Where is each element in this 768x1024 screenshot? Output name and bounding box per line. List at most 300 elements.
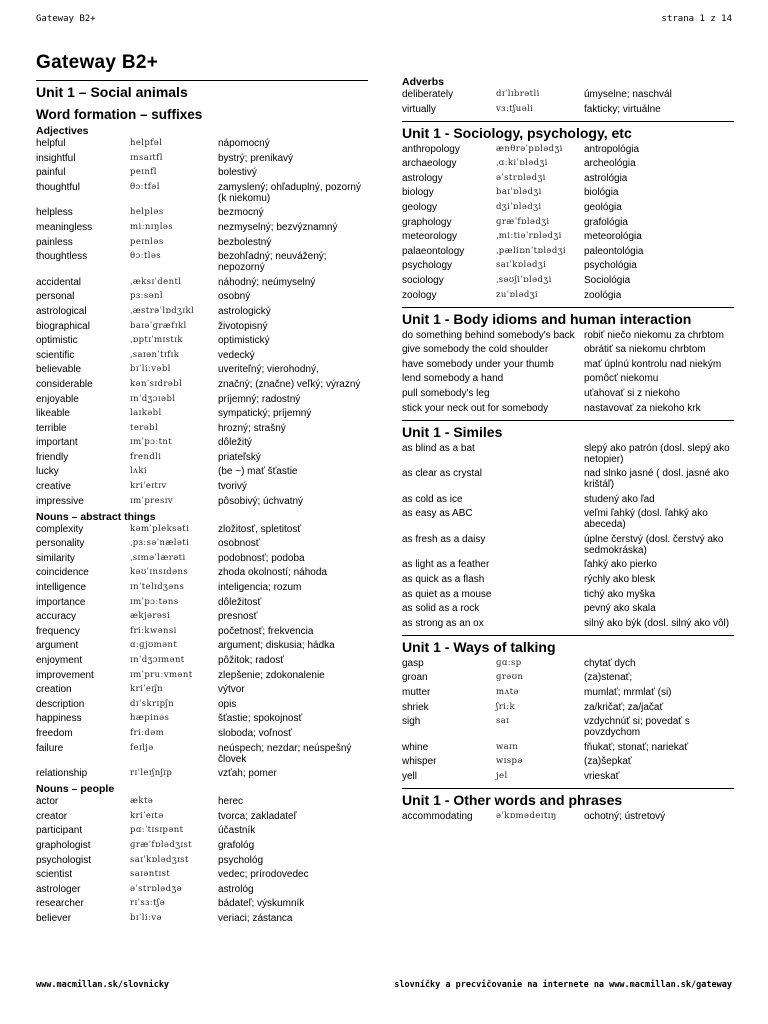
left-column: [36, 80, 368, 928]
vocab-entry: [36, 379, 368, 390]
vocab-entry: [402, 658, 734, 669]
phonetic-transcription: baɪˈɒlədʒi: [496, 187, 542, 198]
unit-heading-social-animals: Unit 1 – Social animals: [36, 80, 368, 101]
vocab-entry: [402, 559, 734, 570]
english-word: impressive: [36, 495, 84, 507]
vocab-entry: [402, 344, 734, 355]
phonetic-transcription: ɡræˈfɒlədʒɪst: [130, 839, 193, 850]
slovak-translation: nad slnko jasné ( dosl. jasné ako krištáľ): [584, 468, 730, 491]
slovak-translation: sympatický; príjemný: [218, 408, 312, 420]
phonetic-transcription: əˈstrɒlədʒə: [130, 883, 183, 894]
slovak-translation: veľmi ľahký (dosl. ľahký ako abeceda): [584, 508, 708, 531]
vocab-entry: [402, 687, 734, 698]
slovak-translation: sloboda; voľnosť: [218, 727, 292, 739]
vocab-entry: [402, 494, 734, 505]
unit-heading-sociology: Unit 1 - Sociology, psychology, etc: [402, 121, 734, 142]
english-word: likeable: [36, 408, 70, 420]
phonetic-transcription: peɪnfl: [130, 167, 157, 178]
vocab-entry: [402, 672, 734, 683]
slovak-translation: Sociológia: [584, 274, 631, 286]
english-word: astrological: [36, 305, 87, 317]
vocab-entry: [36, 437, 368, 448]
phonetic-transcription: ˌmiːtiəˈrɒlədʒi: [496, 231, 562, 242]
vocab-entry: [36, 350, 368, 361]
english-word: astrologer: [36, 883, 81, 895]
phonetic-transcription: dɪˈskrɪpʃn: [130, 698, 175, 709]
slovak-translation: astrológ: [218, 883, 254, 895]
footer-url: www.macmillan.sk/slovnicky: [36, 980, 170, 990]
slovak-translation: vedecký: [218, 349, 255, 361]
phonetic-transcription: saɪəntɪst: [130, 869, 171, 880]
english-word: whisper: [402, 756, 437, 768]
english-word: mutter: [402, 687, 431, 699]
category-heading: Nouns – people: [36, 783, 115, 796]
slovak-translation: mumlať; mrmlať (si): [584, 687, 672, 699]
slovak-translation: životopisný: [218, 320, 268, 332]
phonetic-transcription: ˌɒptɪˈmɪstɪk: [130, 335, 183, 346]
english-word: failure: [36, 742, 64, 754]
english-word: personality: [36, 538, 85, 550]
slovak-translation: vedec; prírodovedec: [218, 869, 309, 881]
slovak-translation: psychológ: [218, 854, 264, 866]
footer-note: slovníčky a precvičovanie na internete na www.macmillan.sk/gateway: [394, 980, 732, 990]
vocab-entry: [402, 756, 734, 767]
vocab-entry: [402, 144, 734, 155]
phonetic-transcription: ɪnsaɪtfl: [130, 152, 163, 163]
vocab-entry: [36, 796, 368, 807]
vocab-entry: [36, 743, 368, 765]
slovak-translation: nezmyselný; bezvýznamný: [218, 221, 338, 233]
vocab-entry: [36, 306, 368, 317]
vocab-entry: [36, 466, 368, 477]
phonetic-transcription: baɪəˈɡræfɪkl: [130, 320, 187, 331]
english-word: terrible: [36, 422, 67, 434]
english-word: thoughtful: [36, 181, 80, 193]
english-word: argument: [36, 640, 79, 652]
phonetic-transcription: ɑːɡjʊmənt: [130, 640, 178, 651]
slovak-translation: antropológia: [584, 143, 640, 155]
phonetic-transcription: rɪˈleɪʃnʃɪp: [130, 768, 173, 779]
vocab-entry: [36, 237, 368, 248]
english-word: zoology: [402, 289, 437, 301]
english-word: meaningless: [36, 221, 93, 233]
english-word: helpful: [36, 138, 66, 149]
vocab-entry: [36, 207, 368, 218]
other-words-list: [402, 811, 734, 822]
slovak-translation: hrozný; strašný: [218, 422, 286, 434]
vocab-entry: [36, 222, 368, 233]
english-word: scientific: [36, 349, 75, 361]
english-word: accuracy: [36, 611, 77, 623]
similes-list: [402, 443, 734, 629]
vocab-entry: [36, 684, 368, 695]
english-phrase: as strong as an ox: [402, 617, 484, 629]
vocab-entry: [36, 538, 368, 549]
slovak-translation: početnosť; frekvencia: [218, 625, 314, 637]
english-word: friendly: [36, 451, 69, 463]
phonetic-transcription: kəʊˈɪnsɪdəns: [130, 567, 189, 578]
phonetic-transcription: ɡrəʊn: [496, 672, 524, 683]
adverbs-heading: Adverbs: [402, 76, 445, 88]
slovak-translation: priateľský: [218, 451, 261, 463]
slovak-translation: slepý ako patrón (dosl. slepý ako netopier): [584, 442, 730, 465]
phonetic-transcription: rɪˈsɜːtʃə: [130, 898, 166, 909]
category-heading: Adjectives: [36, 125, 89, 137]
slovak-translation: zoológia: [584, 289, 622, 301]
adverbs-list: [402, 89, 734, 115]
slovak-translation: astrológia: [584, 172, 628, 184]
phonetic-transcription: ˌsaɪənˈtɪfɪk: [130, 349, 180, 360]
vocab-entry: [402, 290, 734, 301]
phonetic-transcription: əˈstrɒlədʒi: [496, 172, 546, 183]
slovak-translation: bystrý; prenikavý: [218, 152, 294, 164]
english-word: meteorology: [402, 231, 458, 243]
slovak-translation: chytať dych: [584, 657, 636, 669]
slovak-translation: vzdychnúť si; povedať s povzdychom: [584, 716, 690, 739]
vocab-entry: [36, 728, 368, 739]
slovak-translation: značný; (značne) veľký; výrazný: [218, 378, 361, 390]
slovak-translation: (za)stenať;: [584, 672, 633, 684]
vocab-entry: [402, 89, 734, 100]
slovak-translation: meteorológia: [584, 231, 642, 243]
slovak-translation: tichý ako myška: [584, 588, 656, 600]
phonetic-transcription: ˌsɪməˈlærəti: [130, 552, 186, 563]
slovak-translation: fakticky; virtuálne: [584, 103, 661, 115]
running-header-left: Gateway B2+: [36, 14, 96, 24]
vocab-entry: [402, 330, 734, 341]
phonetic-transcription: dʒiˈɒlədʒi: [496, 201, 542, 212]
slovak-translation: grafológia: [584, 216, 628, 228]
phonetic-transcription: mʌtə: [496, 687, 519, 698]
english-word: relationship: [36, 768, 88, 780]
vocab-entry: [36, 277, 368, 288]
phonetic-transcription: kriˈeɪʃn: [130, 684, 163, 695]
slovak-translation: úplne čerstvý (dosl. čerstvý ako sedmokráska): [584, 533, 724, 556]
phonetic-transcription: friːkwənsi: [130, 625, 177, 636]
slovak-translation: pomôcť niekomu: [584, 373, 659, 385]
vocab-entry: [402, 104, 734, 115]
vocab-entry: [36, 423, 368, 434]
phonetic-transcription: zuˈɒlədʒi: [496, 289, 539, 300]
english-word: astrology: [402, 172, 443, 184]
phonetic-transcription: ɡɑːsp: [496, 657, 522, 668]
unit-heading-ways-of-talking: Unit 1 - Ways of talking: [402, 635, 734, 656]
slovak-translation: dôležitý: [218, 437, 252, 449]
english-word: helpless: [36, 207, 73, 219]
slovak-translation: herec: [218, 796, 244, 808]
vocab-entry: [402, 275, 734, 286]
vocab-entry: [36, 496, 368, 507]
vocab-entry: [402, 589, 734, 600]
english-word: biographical: [36, 320, 90, 332]
english-word: scientist: [36, 869, 73, 881]
slovak-translation: osobnosť: [218, 538, 260, 550]
vocab-entry: [36, 655, 368, 666]
phonetic-transcription: ˌpɜːsəˈnæləti: [130, 538, 190, 549]
english-phrase: give somebody the cold shoulder: [402, 344, 549, 356]
phonetic-transcription: ɪmˈpresɪv: [130, 495, 174, 506]
slovak-translation: príjemný; radostný: [218, 393, 301, 405]
vocab-entry: [402, 508, 734, 530]
category-list: [36, 524, 368, 780]
slovak-translation: ľahký ako pierko: [584, 559, 657, 571]
slovak-translation: zložitosť, spletitosť: [218, 523, 302, 535]
english-word: psychology: [402, 260, 453, 272]
english-word: graphologist: [36, 839, 91, 851]
phonetic-transcription: ækjərəsi: [130, 611, 171, 622]
slovak-translation: fňukať; stonať; nariekať: [584, 741, 689, 753]
slovak-translation: opis: [218, 698, 237, 710]
english-word: enjoyment: [36, 655, 83, 666]
vocab-entry: [36, 251, 368, 273]
vocab-entry: [36, 855, 368, 866]
slovak-translation: šťastie; spokojnosť: [218, 713, 303, 725]
slovak-translation: presnosť: [218, 611, 258, 623]
phonetic-transcription: ɪnˈdʒɔɪəbl: [130, 393, 176, 404]
phonetic-transcription: ɪnˈtelɪdʒəns: [130, 582, 185, 593]
english-word: similarity: [36, 552, 75, 564]
vocab-entry: [402, 771, 734, 782]
phonetic-transcription: ɪnˈdʒɔɪmənt: [130, 655, 185, 665]
english-phrase: as fresh as a daisy: [402, 533, 486, 545]
slovak-translation: argument; diskusia; hádka: [218, 640, 335, 652]
vocab-entry: [36, 524, 368, 535]
phonetic-transcription: ˌæksɪˈdentl: [130, 276, 182, 287]
vocab-entry: [36, 452, 368, 463]
vocab-entry: [36, 626, 368, 637]
phonetic-transcription: kriˈeɪtə: [130, 810, 164, 821]
english-word: description: [36, 698, 85, 710]
phonetic-transcription: vɜːtʃuəli: [496, 103, 534, 114]
slovak-translation: uveriteľný; vierohodný,: [218, 364, 319, 376]
phonetic-transcription: friːdəm: [130, 727, 165, 738]
vocab-entry: [36, 182, 368, 204]
english-word: freedom: [36, 727, 73, 739]
phonetic-transcription: ɪmˈpɔːtəns: [130, 596, 179, 607]
english-word: geology: [402, 201, 438, 213]
slovak-translation: uťahovať si z niekoho: [584, 387, 680, 399]
vocab-entry: [36, 567, 368, 578]
english-word: actor: [36, 796, 59, 808]
slovak-translation: silný ako býk (dosl. silný ako vôl): [584, 617, 730, 629]
slovak-translation: inteligencia; rozum: [218, 582, 302, 594]
vocab-entry: [402, 202, 734, 213]
slovak-translation: pôsobivý; úchvatný: [218, 495, 304, 507]
english-phrase: do something behind somebody's back: [402, 329, 575, 341]
english-word: coincidence: [36, 567, 89, 579]
body-idioms-list: [402, 330, 734, 414]
vocab-entry: [402, 742, 734, 753]
english-word: groan: [402, 672, 428, 684]
english-phrase: stick your neck out for somebody: [402, 402, 549, 414]
slovak-translation: náhodný; neúmyselný: [218, 276, 316, 288]
phonetic-transcription: pɜːsənl: [130, 291, 164, 302]
phonetic-transcription: ˌsəʊʃiˈɒlədʒi: [496, 274, 552, 285]
slovak-translation: bádateľ; výskumník: [218, 898, 305, 910]
english-phrase: as quick as a flash: [402, 574, 485, 586]
vocab-entry: [402, 403, 734, 414]
phonetic-transcription: hæpinəs: [130, 713, 170, 724]
vocab-entry: [402, 574, 734, 585]
english-word: lucky: [36, 466, 59, 478]
vocab-entry: [36, 913, 368, 924]
english-word: believer: [36, 912, 72, 924]
phonetic-transcription: feɪljə: [130, 742, 154, 753]
slovak-translation: zamyslený; ohľaduplný, pozorný (k niekomu): [218, 181, 361, 204]
vocab-entry: [36, 582, 368, 593]
vocab-entry: [402, 158, 734, 169]
vocab-entry: [402, 811, 734, 822]
vocab-entry: [36, 840, 368, 851]
phonetic-transcription: æktə: [130, 796, 154, 807]
slovak-translation: mať úplnú kontrolu nad niekým: [584, 358, 722, 370]
vocab-entry: [36, 713, 368, 724]
english-word: creator: [36, 810, 68, 822]
slovak-translation: úmyselne; naschvál: [584, 89, 672, 100]
vocab-entry: [402, 603, 734, 614]
english-phrase: lend somebody a hand: [402, 373, 504, 385]
vocab-entry: [36, 335, 368, 346]
vocab-entry: [36, 138, 368, 149]
phonetic-transcription: ˌæstrəˈlɒdʒɪkl: [130, 305, 195, 316]
vocab-entry: [402, 443, 734, 465]
slovak-translation: za/kričať; za/jačať: [584, 701, 664, 713]
english-word: thoughtless: [36, 251, 88, 263]
english-word: sociology: [402, 274, 444, 286]
english-word: archaeology: [402, 158, 457, 170]
vocab-entry: [36, 167, 368, 178]
vocab-entry: [36, 825, 368, 836]
phonetic-transcription: terəbl: [130, 422, 159, 433]
english-word: considerable: [36, 378, 93, 390]
phonetic-transcription: miːnɪŋləs: [130, 221, 174, 232]
phonetic-transcription: bɪˈliːvəbl: [130, 364, 171, 375]
vocab-entry: [402, 716, 734, 738]
english-word: sigh: [402, 716, 421, 728]
slovak-translation: (be ~) mať šťastie: [218, 466, 298, 478]
vocab-entry: [36, 670, 368, 681]
slovak-translation: obrátiť sa niekomu chrbtom: [584, 344, 706, 356]
category-list: [36, 138, 368, 507]
phonetic-transcription: kriˈeɪtɪv: [130, 481, 167, 492]
english-word: researcher: [36, 898, 84, 910]
english-phrase: as blind as a bat: [402, 442, 475, 454]
slovak-translation: neúspech; nezdar; neúspešný človek: [218, 742, 352, 765]
slovak-translation: vzťah; pomer: [218, 768, 277, 780]
slovak-translation: optimistický: [218, 335, 270, 347]
english-word: graphology: [402, 216, 452, 228]
vocab-entry: [36, 611, 368, 622]
slovak-translation: výtvor: [218, 684, 245, 696]
slovak-translation: vrieskať: [584, 771, 620, 782]
vocab-entry: [36, 153, 368, 164]
right-column: [402, 74, 734, 826]
english-word: whine: [402, 741, 429, 753]
phonetic-transcription: frendli: [130, 451, 162, 462]
phonetic-transcription: əˈkɒmədeɪtɪŋ: [496, 811, 557, 821]
phonetic-transcription: ɪmˈpruːvmənt: [130, 669, 193, 680]
vocab-entry: [402, 231, 734, 242]
unit-heading-body-idioms: Unit 1 - Body idioms and human interaction: [402, 307, 734, 328]
english-word: biology: [402, 187, 434, 199]
slovak-translation: biológia: [584, 187, 619, 199]
phonetic-transcription: wɪspə: [496, 756, 523, 767]
slovak-translation: astrologický: [218, 305, 271, 317]
document-title: Gateway B2+: [36, 52, 159, 73]
slovak-translation: veriaci; zástanca: [218, 912, 293, 924]
vocab-entry: [36, 553, 368, 564]
vocab-entry: [36, 869, 368, 880]
slovak-translation: rýchly ako blesk: [584, 574, 656, 586]
sociology-list: [402, 144, 734, 301]
slovak-translation: nastavovať za niekoho krk: [584, 402, 701, 414]
vocab-entry: [36, 321, 368, 332]
slovak-translation: dôležitosť: [218, 596, 262, 608]
english-word: important: [36, 437, 78, 449]
english-phrase: have somebody under your thumb: [402, 358, 554, 370]
phonetic-transcription: ˌɑːkiˈɒlədʒi: [496, 158, 548, 169]
slovak-translation: ochotný; ústretový: [584, 811, 666, 822]
slovak-translation: osobný: [218, 291, 251, 303]
vocab-entry: [402, 702, 734, 713]
vocab-entry: [36, 640, 368, 651]
phonetic-transcription: lʌki: [130, 466, 147, 477]
phonetic-transcription: peɪnləs: [130, 236, 164, 247]
slovak-translation: bezmocný: [218, 207, 264, 219]
english-word: painless: [36, 236, 73, 248]
vocab-entry: [402, 359, 734, 370]
phonetic-transcription: kəmˈpleksəti: [130, 523, 190, 534]
english-word: accidental: [36, 276, 82, 288]
phonetic-transcription: saɪˈkɒlədʒɪst: [130, 854, 189, 865]
phonetic-transcription: saɪ: [496, 716, 510, 727]
english-word: complexity: [36, 523, 84, 535]
slovak-translation: pevný ako skala: [584, 603, 656, 615]
english-word: palaeontology: [402, 245, 465, 257]
slovak-translation: grafológ: [218, 839, 255, 851]
vocab-entry: [36, 408, 368, 419]
category-list: [36, 796, 368, 924]
english-word: optimistic: [36, 335, 78, 347]
vocab-entry: [36, 768, 368, 779]
phonetic-transcription: ʃriːk: [496, 701, 516, 712]
vocab-entry: [402, 260, 734, 271]
phonetic-transcription: waɪn: [496, 741, 519, 752]
phonetic-transcription: pɑːˈtɪsɪpənt: [130, 825, 184, 836]
phonetic-transcription: dɪˈlɪbrətli: [496, 89, 540, 99]
vocab-entry: [36, 898, 368, 909]
english-word: shriek: [402, 701, 429, 713]
phonetic-transcription: θɔːtləs: [130, 251, 162, 262]
phonetic-transcription: laɪkəbl: [130, 408, 162, 419]
category-heading: Nouns – abstract things: [36, 510, 156, 523]
english-word: yell: [402, 771, 418, 782]
english-phrase: as light as a feather: [402, 559, 490, 571]
vocab-entry: [402, 388, 734, 399]
english-phrase: as cold as ice: [402, 493, 463, 505]
english-phrase: as clear as crystal: [402, 468, 483, 480]
english-word: virtually: [402, 103, 436, 115]
vocab-entry: [36, 811, 368, 822]
vocab-entry: [402, 373, 734, 384]
phonetic-transcription: kənˈsɪdrəbl: [130, 378, 183, 389]
phonetic-transcription: jel: [496, 771, 508, 781]
english-phrase: as easy as ABC: [402, 508, 473, 520]
unit-heading-other-words: Unit 1 - Other words and phrases: [402, 788, 734, 809]
english-word: psychologist: [36, 854, 92, 866]
english-word: importance: [36, 596, 86, 608]
english-word: creation: [36, 684, 72, 696]
